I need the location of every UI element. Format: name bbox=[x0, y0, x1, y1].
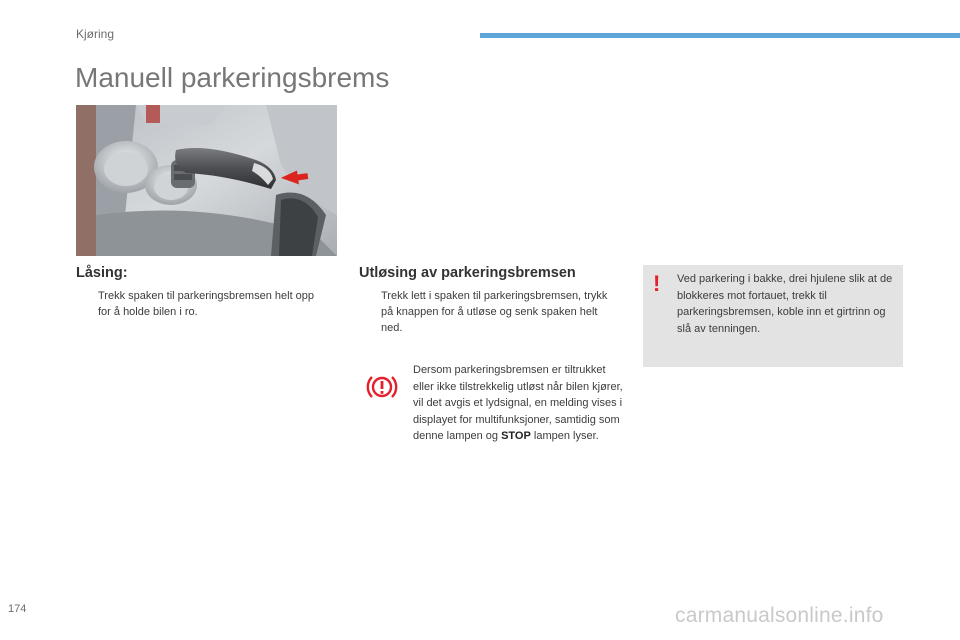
locking-step-text: Trekk spaken til parkeringsbremsen helt opp for å holde bilen i ro. bbox=[98, 290, 315, 318]
parking-note-text: Ved parkering i bakke, drei hjulene slik at de blokkeres mot fortauet, trekk til parkeringsbremsen, koble inn et girtrinn og slå av tenningen. bbox=[677, 273, 893, 335]
release-heading: Utløsing av parkeringsbremsen bbox=[359, 265, 576, 281]
release-step bbox=[359, 288, 611, 336]
brake-warning-icon bbox=[366, 371, 398, 403]
stop-label: STOP bbox=[501, 430, 531, 442]
release-step-text: Trekk lett i spaken til parkeringsbremsen, trykk på knappen for å utløse og senk spaken helt ned. bbox=[381, 290, 608, 334]
brake-warning-text: Dersom parkeringsbremsen er tiltrukket eller ikke tilstrekkelig utløst når bilen kjører, vil det avgis et lydsignal, en melding vises i displayet for multifunksjoner, samtidig som denne lampen og STOP lampen lyser. bbox=[413, 364, 623, 442]
page-title: Manuell parkeringsbrems bbox=[75, 62, 390, 93]
locking-step bbox=[76, 288, 328, 320]
section-label: Kjøring bbox=[76, 27, 115, 41]
header-accent-bar bbox=[480, 33, 960, 38]
exclamation-icon: ! bbox=[653, 271, 661, 296]
page-number: 174 bbox=[8, 603, 27, 615]
handbrake-photo bbox=[76, 105, 337, 256]
watermark: carmanualsonline.info bbox=[675, 604, 884, 627]
locking-heading: Låsing: bbox=[76, 265, 128, 281]
